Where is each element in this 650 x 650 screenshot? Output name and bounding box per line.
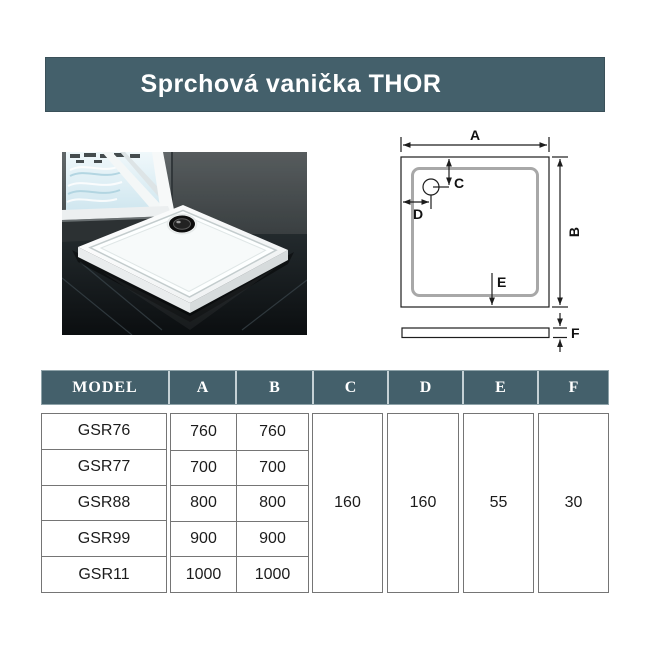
model-cell: GSR88 — [42, 485, 166, 521]
product-photo — [62, 152, 307, 335]
value-cell-a: 760 — [190, 422, 217, 440]
page-title: Sprchová vanička THOR — [140, 70, 442, 98]
dimension-label-f: F — [571, 325, 580, 341]
column-header-e: E — [462, 371, 537, 404]
merged-cell-f: 30 — [538, 413, 609, 593]
column-header-d: D — [387, 371, 462, 404]
column-header-a: A — [168, 371, 235, 404]
dimension-label-a: A — [469, 127, 481, 143]
merged-cell-d: 160 — [387, 413, 459, 593]
column-header-b: B — [235, 371, 312, 404]
value-cell-b: 800 — [236, 485, 308, 521]
dimension-label-d: D — [413, 206, 424, 222]
value-cell-b: 1000 — [236, 556, 308, 592]
dimension-label-b: B — [566, 226, 582, 238]
model-cell: GSR99 — [42, 520, 166, 556]
value-cell-a: 1000 — [171, 556, 236, 592]
model-cell: GSR76 — [77, 422, 131, 440]
dimension-label-e: E — [497, 274, 507, 290]
title-banner — [45, 57, 605, 112]
model-column — [41, 413, 167, 593]
table-header-row — [41, 370, 609, 405]
dimension-diagram — [390, 125, 610, 358]
value-cell-a: 700 — [171, 450, 236, 486]
model-cell: GSR11 — [42, 556, 166, 592]
tray-side-view — [402, 328, 549, 338]
value-cell-b: 700 — [236, 450, 308, 486]
merged-cell-e: 55 — [463, 413, 534, 593]
column-header-model: MODEL — [72, 378, 138, 396]
value-cell-a: 800 — [171, 485, 236, 521]
column-header-c: C — [312, 371, 387, 404]
ab-columns — [170, 413, 309, 593]
tray-outline — [401, 157, 549, 307]
shower-tray-photo — [62, 152, 307, 335]
value-cell-b: 900 — [236, 521, 308, 557]
model-cell: GSR77 — [42, 449, 166, 485]
value-cell-a: 900 — [171, 521, 236, 557]
dimension-label-c: C — [454, 175, 465, 191]
value-cell-b: 760 — [236, 414, 308, 450]
merged-cell-c: 160 — [312, 413, 383, 593]
column-header-f: F — [537, 371, 608, 404]
drain — [168, 214, 197, 233]
